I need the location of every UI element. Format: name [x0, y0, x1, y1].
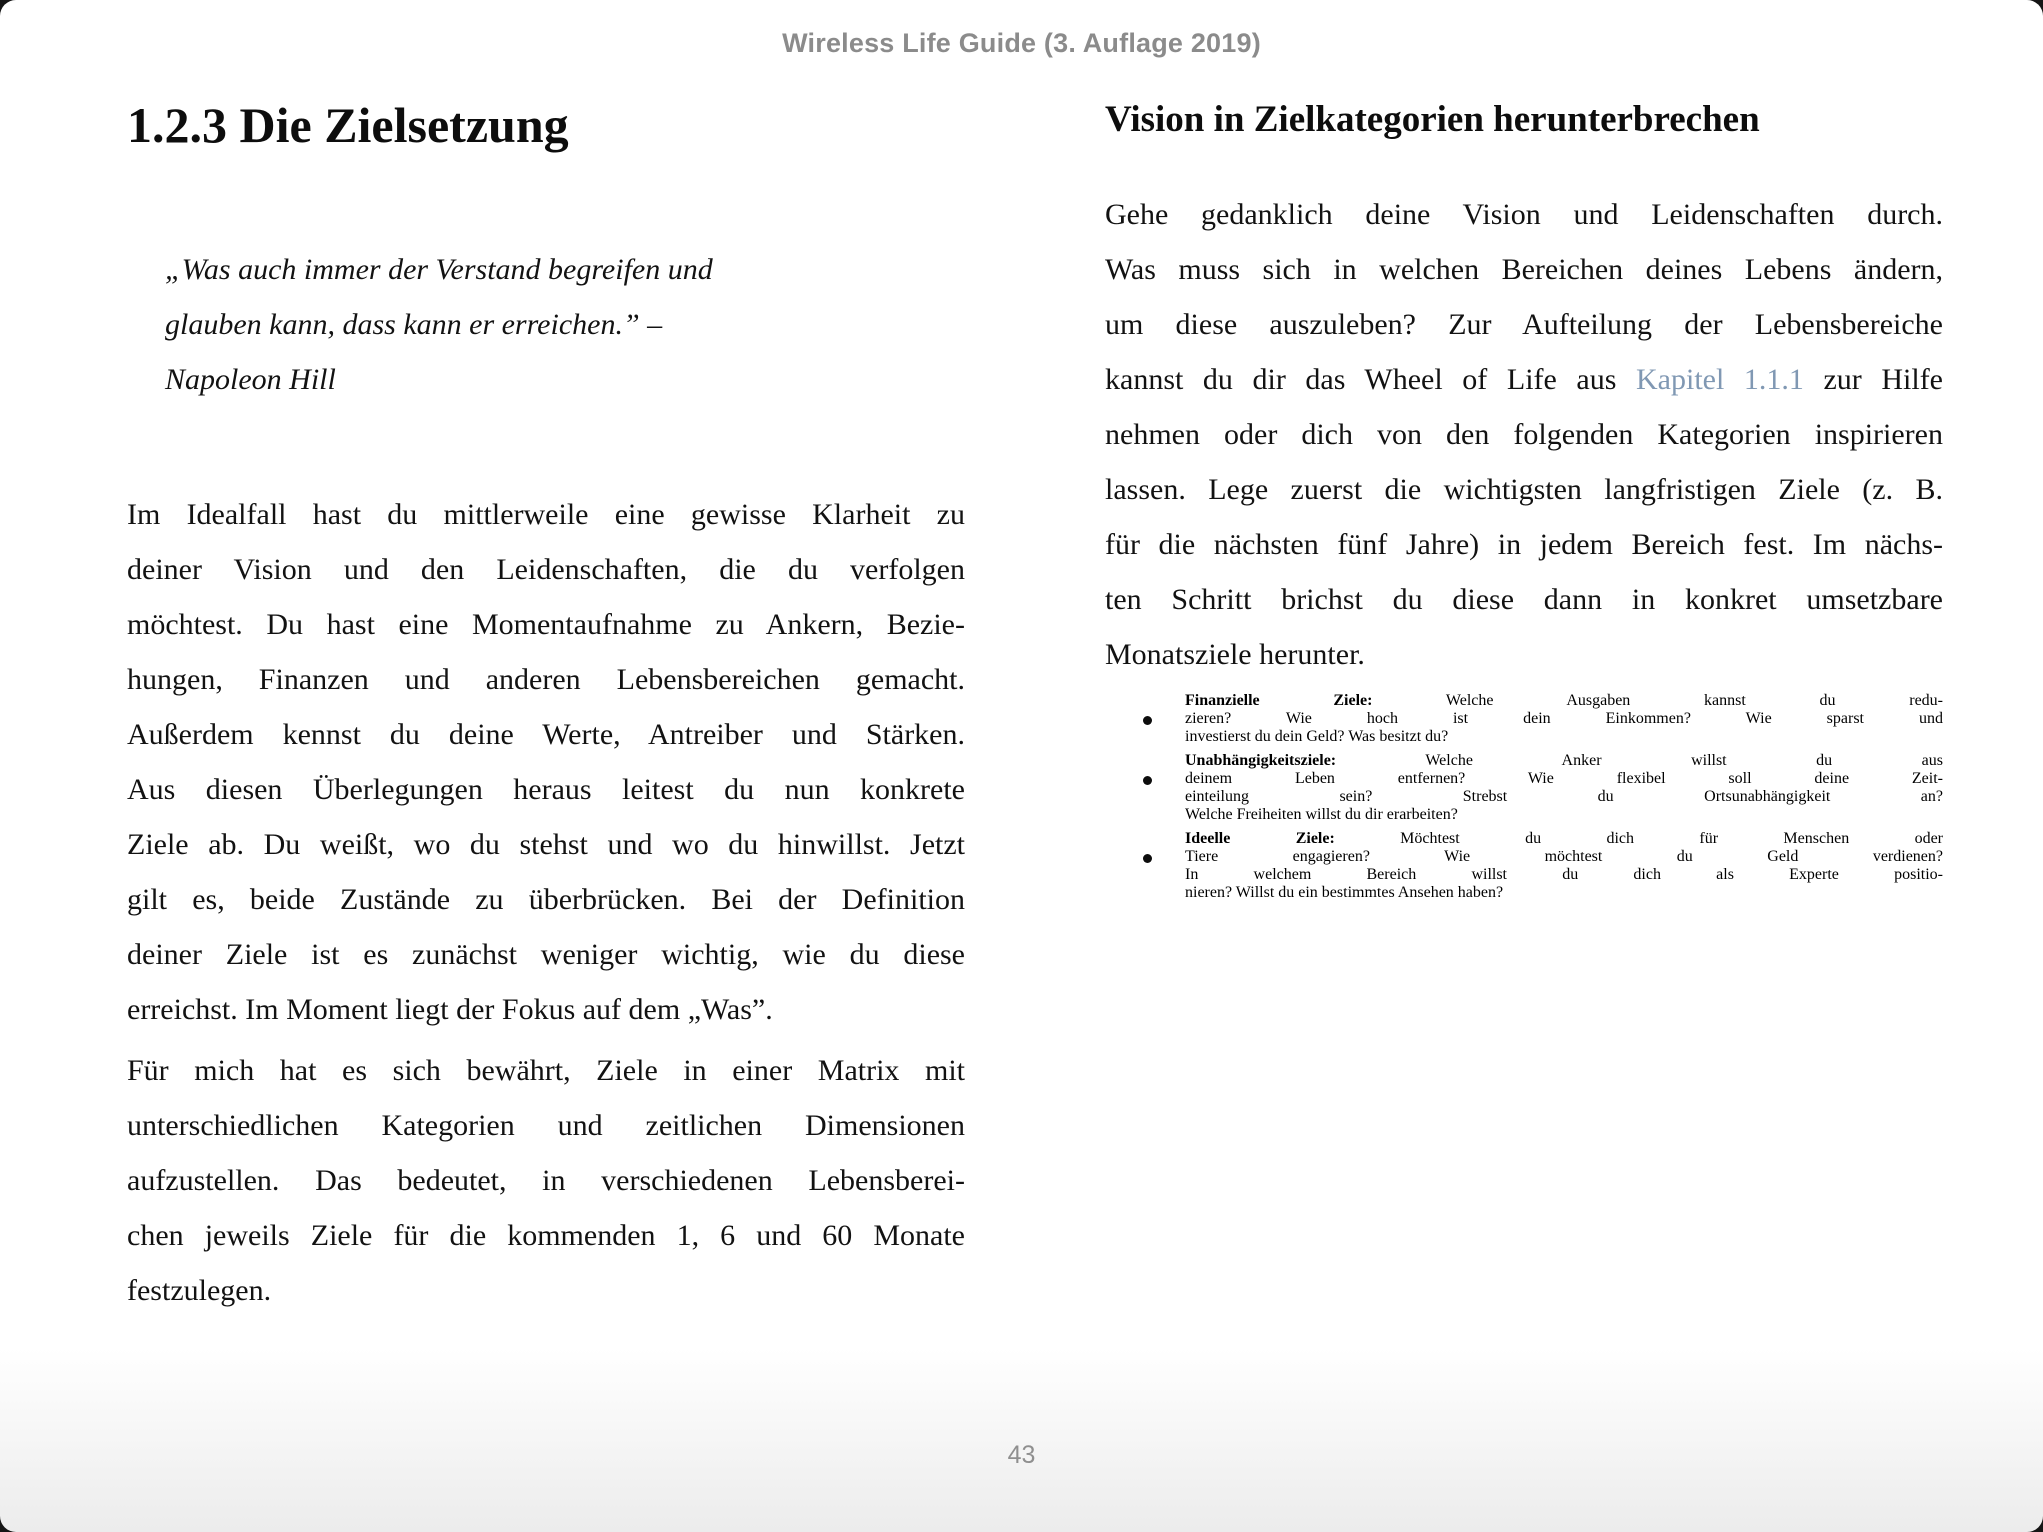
text-segment: glauben kann, dass kann er erreichen.” – [165, 308, 663, 341]
text-segment: gilt es, beide Zustände zu überbrücken. Bei der Definition [127, 883, 965, 916]
text-segment: nieren? Willst du ein bestimmtes Ansehen haben? [1185, 884, 1504, 901]
bullet-dot-icon [1143, 776, 1152, 785]
bullet-text [1185, 752, 1943, 824]
text-line [1105, 297, 1943, 352]
text-segment: Finanzielle Ziele: [1185, 692, 1373, 709]
text-segment: unterschiedlichen Kategorien und zeitlichen Dimensionen [127, 1109, 965, 1142]
text-line [1105, 517, 1943, 572]
text-line [1105, 242, 1943, 297]
bullet-text [1185, 830, 1943, 902]
text-line [127, 542, 965, 597]
text-line [1185, 770, 1943, 788]
text-segment: Außerdem kennst du deine Werte, Antreiber und Stärken. [127, 718, 965, 751]
page-columns [127, 0, 1943, 1318]
text-segment: investierst du dein Geld? Was besitzt du? [1185, 728, 1449, 745]
text-line [127, 872, 965, 927]
text-line [127, 652, 965, 707]
text-line [165, 242, 965, 297]
paragraph [1105, 187, 1943, 682]
text-segment: für die nächsten fünf Jahre) in jedem Bereich fest. Im nächs- [1105, 528, 1943, 561]
text-segment: ten Schritt brichst du diese dann in konkret umsetzbare [1105, 583, 1943, 616]
text-line [127, 1043, 965, 1098]
bullet-item [1105, 830, 1943, 902]
text-segment: deiner Vision und den Leidenschaften, die du verfolgen [127, 553, 965, 586]
book-title-header: Wireless Life Guide (3. Auflage 2019) [782, 28, 1261, 58]
text-line [1185, 728, 1943, 746]
text-line [1105, 627, 1943, 682]
quote-block [165, 242, 965, 407]
text-line [127, 1263, 965, 1318]
text-line [1105, 462, 1943, 517]
text-segment: Aus diesen Überlegungen heraus leitest du nun konkrete [127, 773, 965, 806]
text-line [1185, 806, 1943, 824]
text-line [127, 927, 965, 982]
bullet-dot-icon [1143, 854, 1152, 863]
text-segment: Möchtest du dich für Menschen oder [1334, 830, 1943, 847]
text-line [1105, 187, 1943, 242]
text-line [1105, 352, 1943, 407]
text-segment: lassen. Lege zuerst die wichtigsten langfristigen Ziele (z. B. [1105, 473, 1943, 506]
page-number: 43 [1007, 1441, 1036, 1469]
bullet-list [1105, 692, 1943, 902]
paragraph [127, 1043, 965, 1318]
text-line [1185, 752, 1943, 770]
text-segment: In welchem Bereich willst du dich als Experte positio- [1185, 866, 1943, 883]
text-segment: erreichst. Im Moment liegt der Fokus auf dem „Was”. [127, 993, 773, 1026]
text-segment: zieren? Wie hoch ist dein Einkommen? Wie sparst und [1185, 710, 1943, 727]
left-column [127, 0, 965, 1318]
text-segment: Ziele ab. Du weißt, wo du stehst und wo du hinwillst. Jetzt [127, 828, 965, 861]
text-segment: möchtest. Du hast eine Momentaufnahme zu Ankern, Bezie- [127, 608, 965, 641]
text-line [127, 817, 965, 872]
text-line [165, 297, 965, 352]
text-line [127, 1098, 965, 1153]
text-segment: Monatsziele herunter. [1105, 638, 1365, 671]
text-line [165, 352, 965, 407]
section-heading: 1.2.3 Die Zielsetzung [127, 97, 569, 153]
text-segment: Unabhängigkeitsziele: [1185, 752, 1337, 769]
text-line [127, 597, 965, 652]
text-line [1105, 407, 1943, 462]
text-line [1105, 572, 1943, 627]
text-line [127, 982, 965, 1037]
text-line [1185, 866, 1943, 884]
text-segment: aufzustellen. Das bedeutet, in verschiedenen Lebensberei- [127, 1164, 965, 1197]
bullet-item [1105, 692, 1943, 746]
text-segment: Im Idealfall hast du mittlerweile eine gewisse Klarheit zu [127, 498, 965, 531]
text-segment: einteilung sein? Strebst du Ortsunabhängigkeit an? [1185, 788, 1943, 805]
text-line [1185, 884, 1943, 902]
text-segment: „Was auch immer der Verstand begreifen und [165, 253, 713, 286]
text-segment: hungen, Finanzen und anderen Lebensbereichen gemacht. [127, 663, 965, 696]
text-segment: nehmen oder dich von den folgenden Kategorien inspirieren [1105, 418, 1943, 451]
chapter-link[interactable]: Kapitel 1.1.1 [1636, 363, 1804, 396]
text-segment: deinem Leben entfernen? Wie flexibel soll deine Zeit- [1185, 770, 1943, 787]
paragraph [127, 487, 965, 1037]
text-line [127, 487, 965, 542]
subsection-heading: Vision in Zielkategorien herunterbrechen [1105, 99, 1760, 140]
text-segment: Was muss sich in welchen Bereichen deines Lebens ändern, [1105, 253, 1943, 286]
right-column [1105, 0, 1943, 1318]
text-line [127, 1208, 965, 1263]
text-segment: Welche Ausgaben kannst du redu- [1372, 692, 1944, 709]
text-segment: zur Hilfe [1803, 363, 1944, 396]
text-segment: Welche Anker willst du aus [1336, 752, 1943, 769]
text-segment: Tiere engagieren? Wie möchtest du Geld verdienen? [1185, 848, 1943, 865]
text-segment: Ideelle Ziele: [1185, 830, 1335, 847]
text-segment: um diese auszuleben? Zur Aufteilung der Lebensbereiche [1105, 308, 1943, 341]
bullet-item [1105, 752, 1943, 824]
bullet-text [1185, 692, 1943, 746]
text-line [127, 707, 965, 762]
text-line [127, 762, 965, 817]
text-line [1185, 830, 1943, 848]
text-segment: festzulegen. [127, 1274, 272, 1307]
text-line [1185, 710, 1943, 728]
text-segment: Napoleon Hill [165, 363, 336, 396]
bullet-dot-icon [1143, 716, 1152, 725]
text-line [127, 1153, 965, 1208]
text-segment: deiner Ziele ist es zunächst weniger wichtig, wie du diese [127, 938, 965, 971]
text-segment: chen jeweils Ziele für die kommenden 1, 6 und 60 Monate [127, 1219, 965, 1252]
text-segment: Für mich hat es sich bewährt, Ziele in einer Matrix mit [127, 1054, 965, 1087]
text-line [1185, 692, 1943, 710]
text-segment: Welche Freiheiten willst du dir erarbeiten? [1185, 806, 1458, 823]
text-line [1185, 788, 1943, 806]
text-segment: Gehe gedanklich deine Vision und Leidenschaften durch. [1105, 198, 1943, 231]
text-segment: kannst du dir das Wheel of Life aus [1105, 363, 1636, 396]
text-line [1185, 848, 1943, 866]
